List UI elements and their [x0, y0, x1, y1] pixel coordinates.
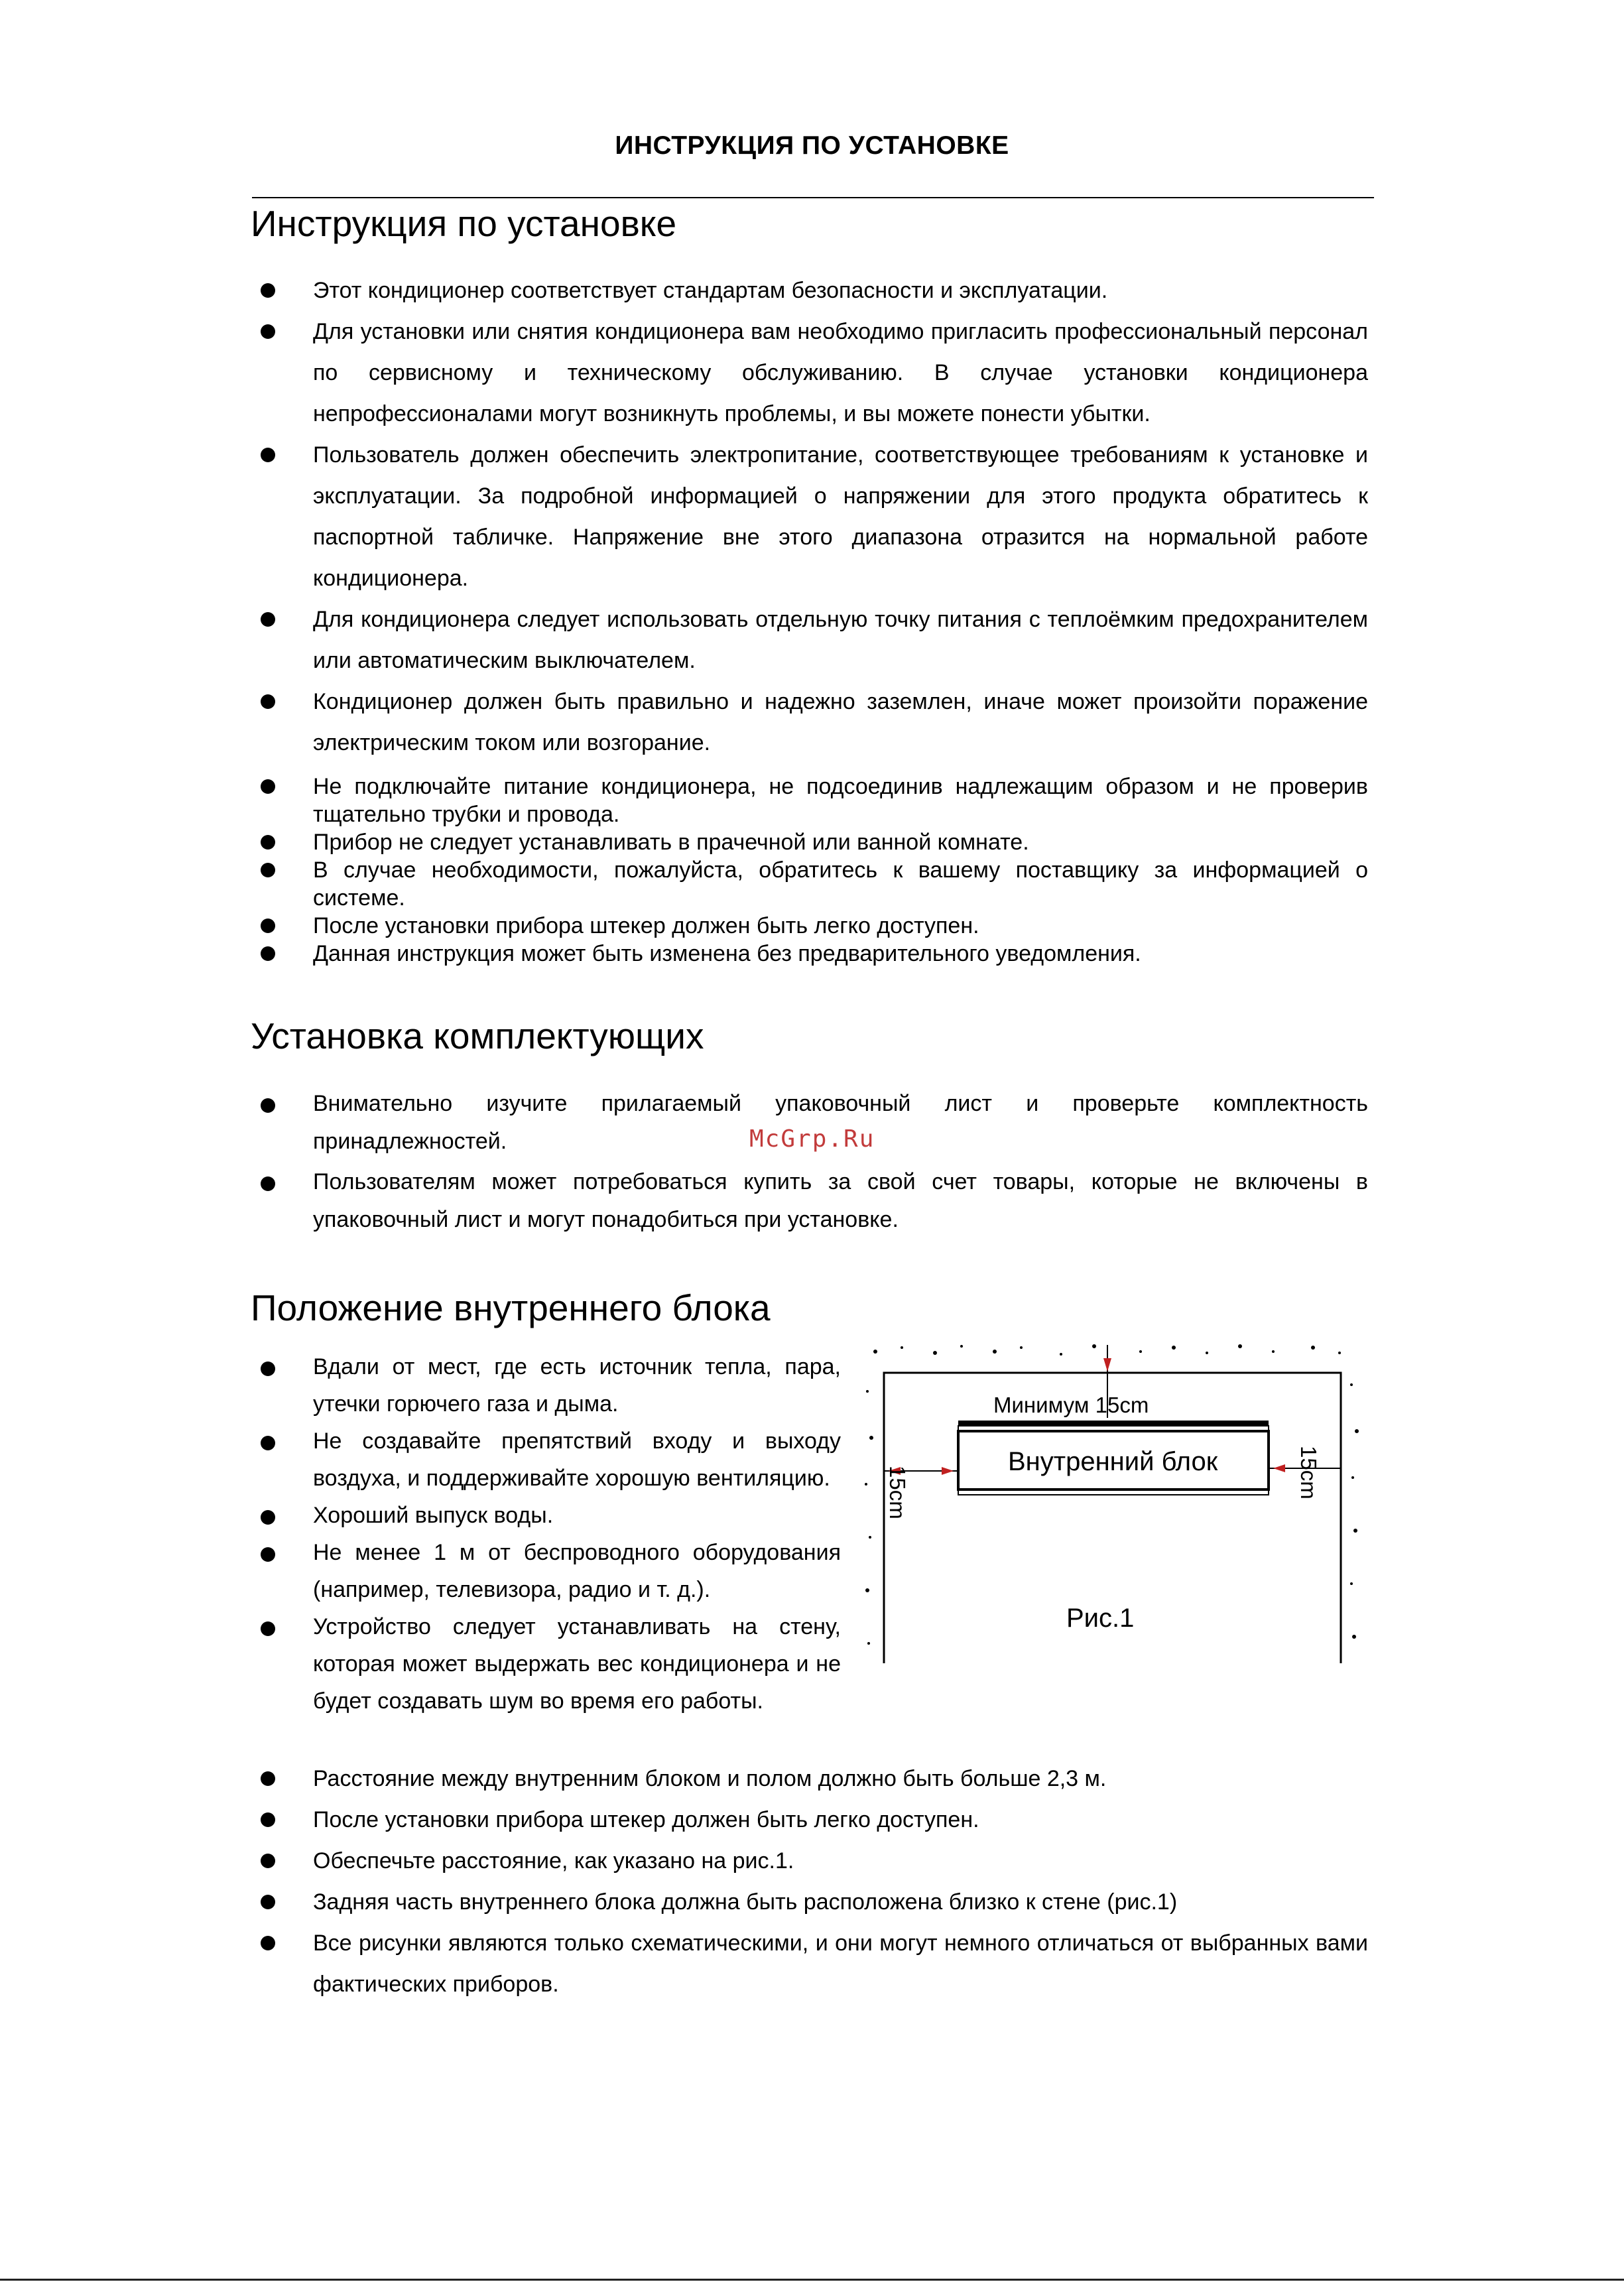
bullet-icon	[261, 1854, 275, 1868]
bullet-icon	[261, 448, 275, 462]
list-item: Данная инструкция может быть изменена без предварительного уведомления.	[252, 940, 1368, 968]
indoor-list-wide	[252, 1758, 1368, 2005]
bullet-icon	[261, 779, 275, 794]
list-item: Пользователь должен обеспечить электропитание, соответствующее требованиям к установке и эксплуатации. За подробной информацией о напряжении для этого продукта обратитесь к паспортной табличке. Напряжение вне этого диапазона отразится на нормальной работе кондиционера.	[252, 434, 1368, 599]
list-item: В случае необходимости, пожалуйста, обратитесь к вашему поставщику за информацией о системе.	[252, 856, 1368, 912]
page-header-title: ИНСТРУКЦИЯ ПО УСТАНОВКЕ	[615, 131, 1009, 160]
installation-list-a	[252, 270, 1368, 763]
list-item: Не создавайте препятствий входу и выходу воздуха, и поддерживайте хорошую вентиляцию.	[252, 1423, 841, 1497]
bullet-icon	[261, 283, 275, 298]
bullet-icon	[261, 1098, 275, 1113]
list-item: Для установки или снятия кондиционера вам необходимо пригласить профессиональный персонал по сервисному и техническому обслуживанию. В случае установки кондиционера непрофессионалами могут возникнуть проблемы, и вы можете понести убытки.	[252, 311, 1368, 434]
installation-clearance-figure	[862, 1338, 1366, 1670]
bullet-icon	[261, 612, 275, 627]
bullet-icon	[261, 835, 275, 850]
bullet-icon	[261, 1362, 275, 1376]
list-item: Вдали от мест, где есть источник тепла, пара, утечки горючего газа и дыма.	[252, 1348, 841, 1423]
section-title-accessories: Установка комплектующих	[251, 1015, 704, 1056]
list-item: Для кондиционера следует использовать отдельную точку питания с теплоёмким предохранителем или автоматическим выключателем.	[252, 599, 1368, 681]
section-title-installation: Инструкция по установке	[251, 203, 677, 244]
list-item: Устройство следует устанавливать на стену, которая может выдержать вес кондиционера и не будет создавать шум во время его работы.	[252, 1608, 841, 1720]
left-clearance-label: 15cm	[885, 1466, 910, 1519]
bullet-icon	[261, 863, 275, 877]
installation-list-b	[252, 773, 1368, 968]
section-title-indoor-position: Положение внутреннего блока	[251, 1287, 771, 1328]
right-clearance-label: 15cm	[1296, 1446, 1321, 1499]
list-item: Обеспечьте расстояние, как указано на рис.1.	[252, 1840, 1368, 1881]
left-arrow-icon-2	[942, 1467, 954, 1475]
bullet-icon	[261, 946, 275, 961]
bullet-icon	[261, 1812, 275, 1827]
list-item: Пользователям может потребоваться купить за свой счет товары, которые не включены в упаковочный лист и могут понадобиться при установке.	[252, 1163, 1368, 1239]
figure-caption: Рис.1	[1066, 1604, 1135, 1633]
list-item: Все рисунки являются только схематическими, и они могут немного отличаться от выбранных вами фактических приборов.	[252, 1923, 1368, 2005]
bullet-icon	[261, 1771, 275, 1786]
accessories-list	[252, 1085, 1368, 1239]
bullet-icon	[261, 1936, 275, 1950]
list-item: После установки прибора штекер должен быть легко доступен.	[252, 912, 1368, 940]
unit-top-bar	[958, 1421, 1269, 1426]
bullet-icon	[261, 694, 275, 709]
list-item: Внимательно изучите прилагаемый упаковочный лист и проверьте комплектность принадлежностей.	[252, 1085, 1368, 1161]
list-item: Прибор не следует устанавливать в прачечной или ванной комнате.	[252, 828, 1368, 856]
bullet-icon	[261, 919, 275, 933]
top-arrow-icon	[1103, 1358, 1111, 1371]
list-item: Не подключайте питание кондиционера, не подсоединив надлежащим образом и не проверив тщательно трубки и провода.	[252, 773, 1368, 828]
page-bottom-edge	[0, 2279, 1624, 2281]
list-item: Кондиционер должен быть правильно и надежно заземлен, иначе может произойти поражение электрическим током или возгорание.	[252, 681, 1368, 763]
bullet-icon	[261, 1621, 275, 1636]
list-item: Этот кондиционер соответствует стандартам безопасности и эксплуатации.	[252, 270, 1368, 311]
list-item: Расстояние между внутренним блоком и полом должно быть больше 2,3 м.	[252, 1758, 1368, 1799]
bullet-icon	[261, 1895, 275, 1909]
bullet-icon	[261, 324, 275, 339]
bullet-icon	[261, 1547, 275, 1562]
watermark: McGrp.Ru	[749, 1125, 875, 1153]
list-item: Хороший выпуск воды.	[252, 1497, 841, 1534]
list-item: После установки прибора штекер должен быть легко доступен.	[252, 1799, 1368, 1840]
bullet-icon	[261, 1510, 275, 1525]
top-clearance-label: Минимум 15cm	[993, 1393, 1149, 1417]
bullet-icon	[261, 1436, 275, 1450]
list-item: Задняя часть внутреннего блока должна быть расположена близко к стене (рис.1)	[252, 1881, 1368, 1923]
bullet-icon	[261, 1176, 275, 1191]
list-item: Не менее 1 м от беспроводного оборудования (например, телевизора, радио и т. д.).	[252, 1534, 841, 1608]
right-arrow-icon	[1273, 1464, 1285, 1472]
indoor-list-narrow	[252, 1348, 841, 1720]
header-divider	[252, 197, 1374, 198]
indoor-unit-label: Внутренний блок	[1008, 1447, 1218, 1476]
